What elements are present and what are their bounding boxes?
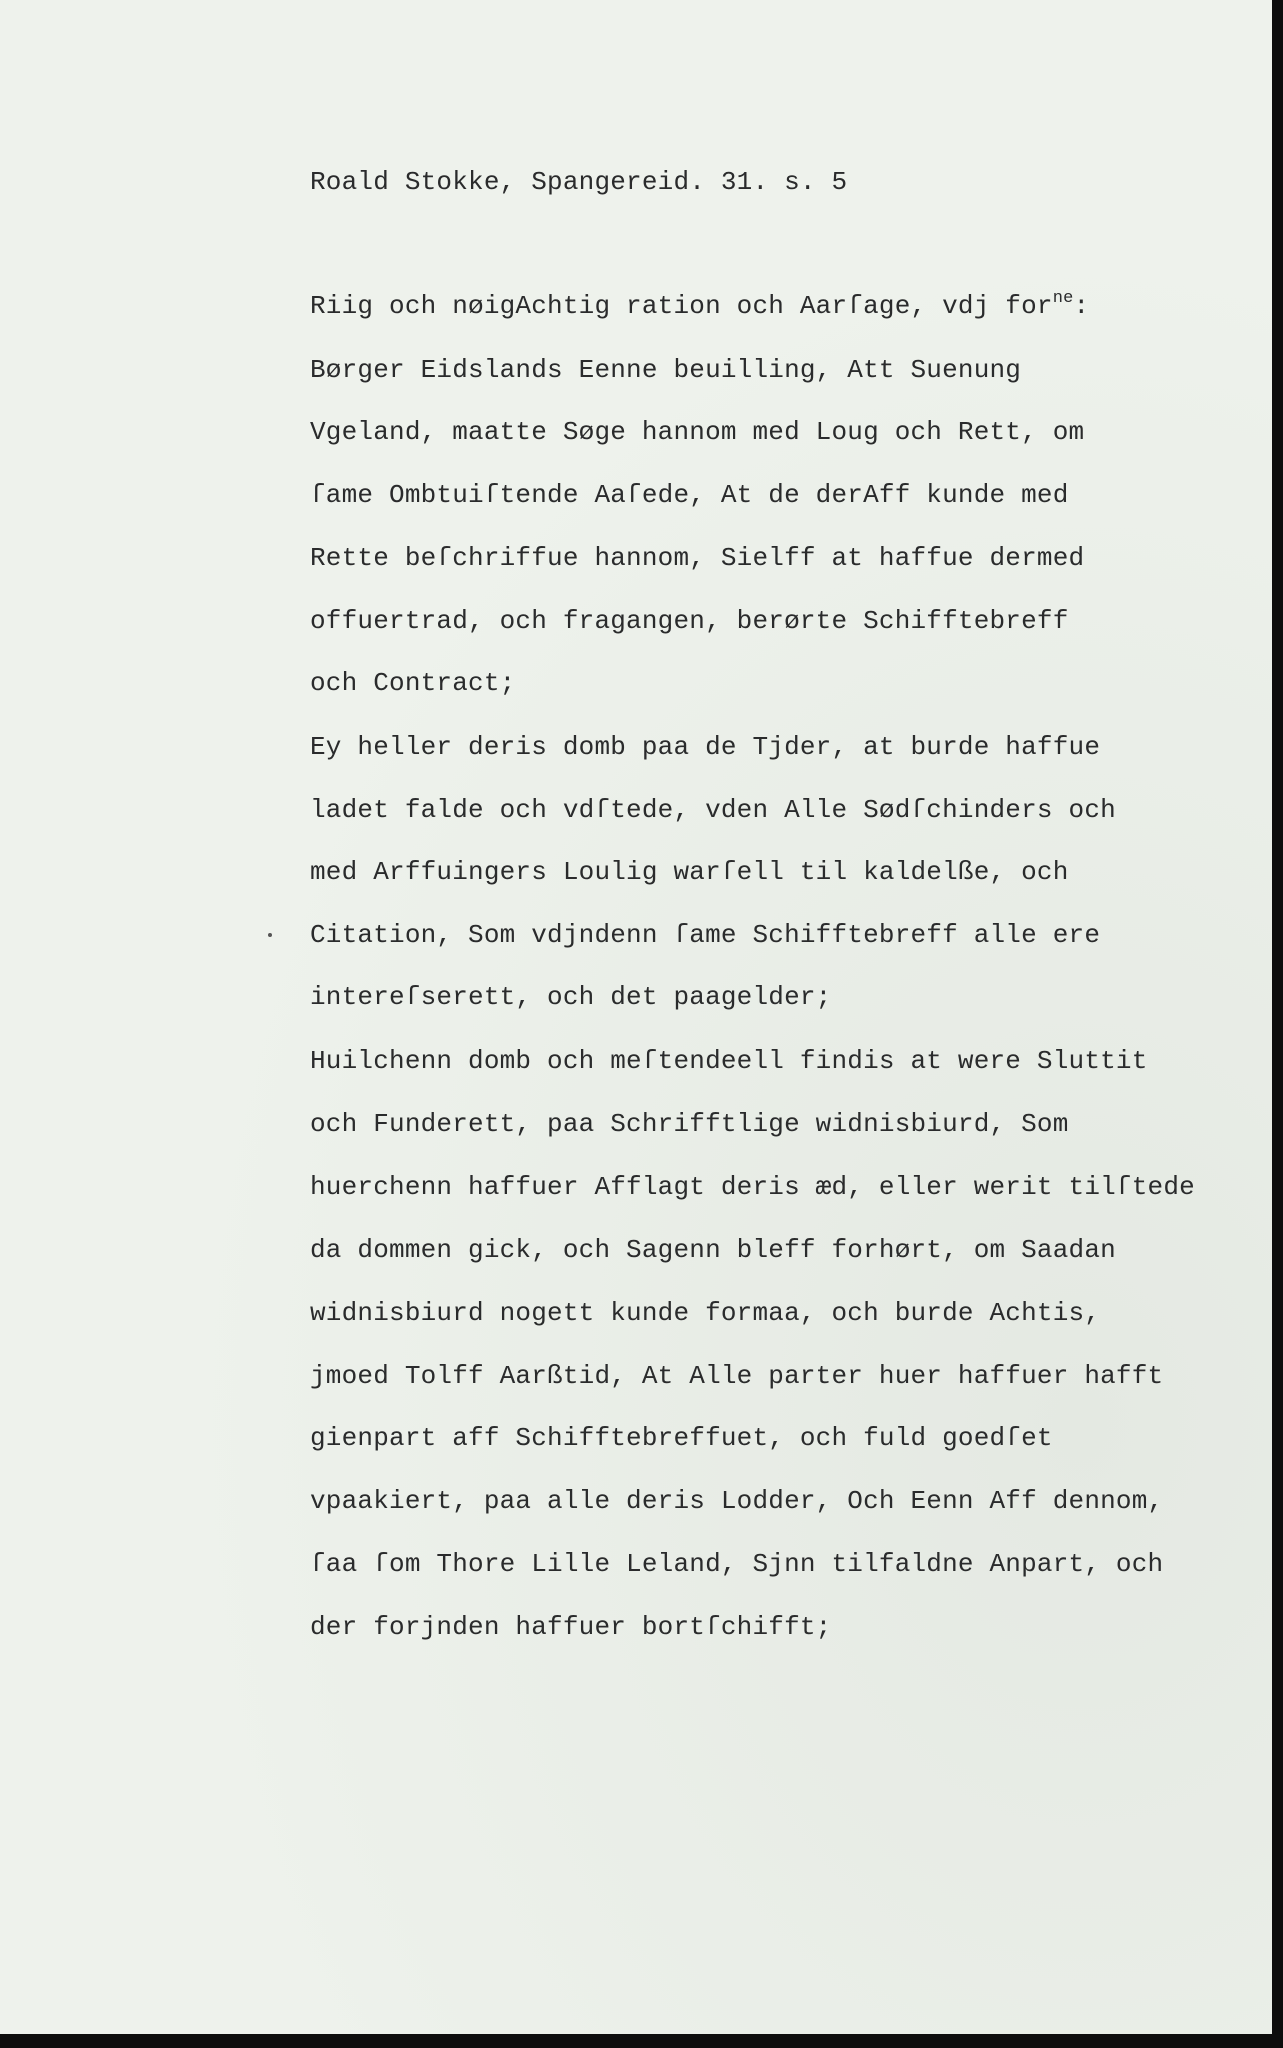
text-line-9: ladet falde och vdſtede, vden Alle Sødſchinders och	[310, 795, 1116, 825]
text-line-3: Vgeland, maatte Søge hannom med Loug och Rett, om	[310, 417, 1085, 447]
superscript-abbreviation: ne	[1052, 289, 1074, 308]
text-line-11: Citation, Som vdjndenn ſame Schifftebreff alle ere	[310, 920, 1101, 950]
text-line-10: med Arffuingers Loulig warſell til kaldelße, och	[310, 857, 1069, 887]
text-line-1	[310, 291, 1089, 321]
text-line-1-main: Riig och nøigAchtig ration och Aarſage, vdj for	[310, 291, 1053, 321]
document-heading: Roald Stokke, Spangereid. 31. s. 5	[310, 167, 848, 197]
text-line-4: ſame Ombtuiſtende Aaſede, At de derAff kunde med	[310, 480, 1069, 510]
text-line-18: jmoed Tolff Aarßtid, At Alle parter huer haffuer hafft	[310, 1361, 1164, 1391]
text-line-16: da dommen gick, och Sagenn bleff forhørt, om Saadan	[310, 1235, 1116, 1265]
text-line-15: huerchenn haffuer Afflagt deris æd, eller werit tilſtede	[310, 1172, 1195, 1202]
text-line-7: och Contract;	[310, 668, 516, 698]
text-line-13: Huilchenn domb och meſtendeell findis at were Sluttit	[310, 1046, 1148, 1076]
text-line-8: Ey heller deris domb paa de Tjder, at burde haffue	[310, 732, 1101, 762]
text-line-6: offuertrad, och fragangen, berørte Schifftebreff	[310, 606, 1069, 636]
text-line-2: Børger Eidslands Eenne beuilling, Att Suenung	[310, 355, 1022, 385]
scan-border-bottom	[0, 2034, 1283, 2048]
text-line-17: widnisbiurd nogett kunde formaa, och burde Achtis,	[310, 1298, 1101, 1328]
text-line-20: vpaakiert, paa alle deris Lodder, Och Eenn Aff dennom,	[310, 1486, 1164, 1516]
text-line-14: och Funderett, paa Schrifftlige widnisbiurd, Som	[310, 1109, 1069, 1139]
text-line-1-suffix: :	[1073, 291, 1090, 321]
text-line-19: gienpart aff Schifftebreffuet, och fuld goedſet	[310, 1423, 1053, 1453]
text-line-22: der forjnden haffuer bortſchifft;	[310, 1612, 832, 1642]
text-line-5: Rette beſchriffue hannom, Sielff at haffue dermed	[310, 543, 1085, 573]
scan-border-right	[1272, 0, 1283, 2048]
stray-ink-dot	[268, 933, 272, 937]
text-line-12: intereſserett, och det paagelder;	[310, 982, 832, 1012]
text-line-21: ſaa ſom Thore Lille Leland, Sjnn tilfaldne Anpart, och	[310, 1549, 1164, 1579]
